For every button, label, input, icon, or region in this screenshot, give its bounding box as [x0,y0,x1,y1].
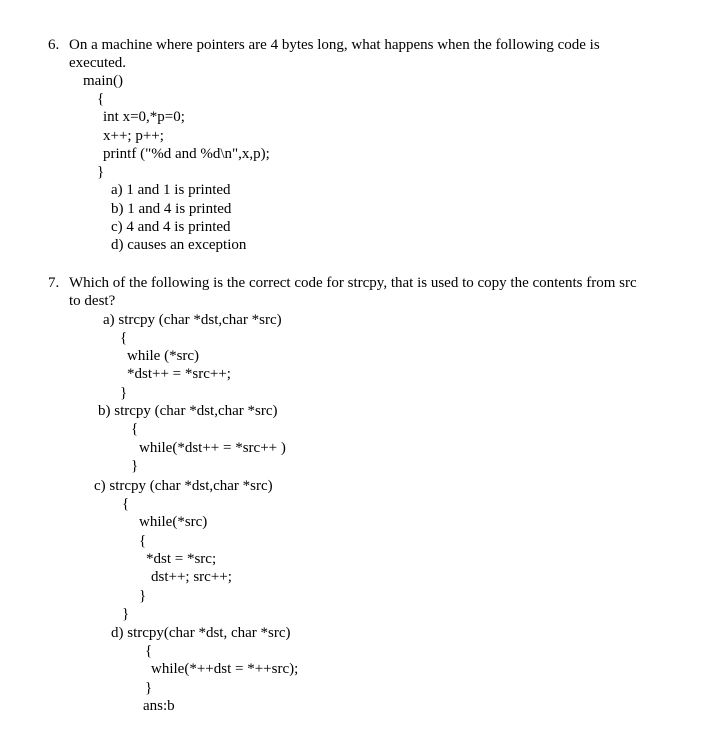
question-7-stem-continued: to dest? [69,293,116,309]
code-line: while(*dst++ = *src++ ) [139,440,286,456]
code-brace-close: } [145,680,153,696]
code-line: x++; p++; [103,128,164,144]
option-d-header: d) strcpy(char *dst, char *src) [111,625,291,641]
code-line: while(*src) [139,514,208,530]
code-line: while(*++dst = *++src); [151,661,299,677]
answer-text: ans:b [143,698,175,714]
code-brace-close: } [131,458,139,474]
code-line: int x=0,*p=0; [103,109,185,125]
option-b: b) 1 and 4 is printed [111,201,232,217]
code-brace-open: { [97,91,105,107]
code-brace-open: { [145,643,153,659]
code-brace-open: { [131,421,139,437]
option-c: c) 4 and 4 is printed [111,219,231,235]
code-line: dst++; src++; [151,569,232,585]
code-brace-open: { [122,496,130,512]
code-brace-close: } [139,588,147,604]
question-7-number: 7. [48,275,60,291]
code-brace-close: } [97,164,105,180]
question-7-stem: Which of the following is the correct code for strcpy, that is used to copy the contents from src [69,275,637,291]
code-line: while (*src) [127,348,200,364]
code-line: printf ("%d and %d\n",x,p); [103,146,270,162]
question-6-stem: On a machine where pointers are 4 bytes long, what happens when the following code is [69,37,600,53]
option-d: d) causes an exception [111,237,247,253]
option-b-header: b) strcpy (char *dst,char *src) [98,403,278,419]
question-6-stem-continued: executed. [69,55,127,71]
code-brace-close: } [120,385,128,401]
option-c-header: c) strcpy (char *dst,char *src) [94,478,273,494]
code-brace-open: { [139,533,147,549]
code-line: *dst = *src; [146,551,217,567]
option-a: a) 1 and 1 is printed [111,182,231,198]
question-6-number: 6. [48,37,60,53]
option-a-header: a) strcpy (char *dst,char *src) [103,312,282,328]
code-brace-close: } [122,606,130,622]
code-main: main() [83,73,123,89]
code-line: *dst++ = *src++; [127,366,231,382]
code-brace-open: { [120,330,128,346]
